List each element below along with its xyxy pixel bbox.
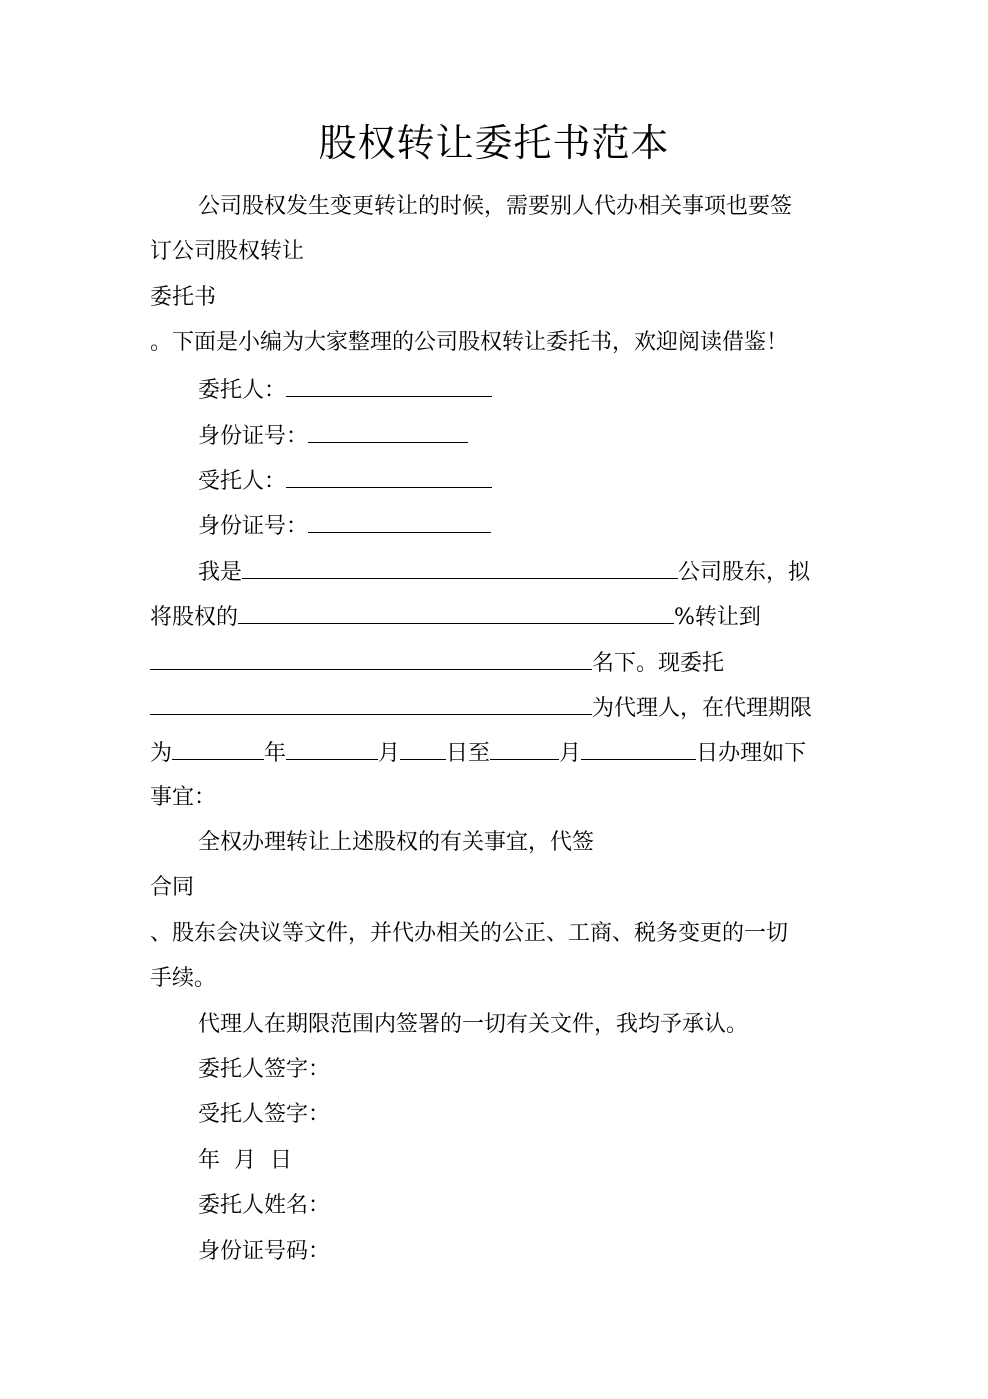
agent-label: 受托人：: [198, 469, 287, 494]
period-for-text: 为: [150, 741, 173, 766]
agent-blank: [286, 465, 492, 488]
period-line: [150, 737, 806, 769]
transfer-suffix-text: %转让到: [674, 605, 761, 630]
agent-field: [198, 465, 492, 497]
agent-signature-label: 受托人签字：: [198, 1102, 331, 1127]
intro-line-1: 公司股权发生变更转让的时候，需要别人代办相关事项也要签: [198, 194, 793, 219]
principal-blank: [286, 374, 492, 397]
signature-date: 年 月 日: [198, 1148, 292, 1173]
document-title: 股权转让委托书范本: [318, 121, 670, 165]
intro-line-3: 委托书: [150, 285, 217, 310]
shareholder-line: [198, 556, 810, 588]
authority-line-5: 代理人在期限范围内签署的一切有关文件，我均予承认。: [198, 1012, 749, 1037]
matters-line: 事宜：: [150, 785, 217, 810]
day-end-blank: [581, 737, 696, 760]
transferee-blank: [150, 647, 592, 670]
authority-line-3: 、股东会决议等文件，并代办相关的公正、工商、税务变更的一切: [150, 921, 789, 946]
principal-field: [198, 374, 492, 406]
day-to-text: 日至: [446, 741, 491, 766]
month-blank: [286, 737, 378, 760]
day-handle-text: 日办理如下: [696, 741, 807, 766]
as-agent-text: 为代理人，在代理期限: [592, 696, 813, 721]
transferee-line: [150, 647, 724, 679]
agent-name-blank: [150, 692, 592, 715]
percent-blank: [238, 601, 674, 624]
month-text: 月: [378, 741, 401, 766]
principal-signature-label: 委托人签字：: [198, 1057, 331, 1082]
agent-id-field: [198, 510, 491, 542]
id-number-label: 身份证号码：: [198, 1239, 331, 1264]
authority-line-2: 合同: [150, 875, 195, 900]
intro-line-4: 。下面是小编为大家整理的公司股权转让委托书，欢迎阅读借鉴！: [150, 330, 789, 355]
transfer-prefix-text: 将股权的: [150, 605, 239, 630]
principal-id-field: [198, 420, 468, 452]
principal-name-label: 委托人姓名：: [198, 1193, 331, 1218]
transfer-line: [150, 601, 761, 633]
month2-text: 月: [559, 741, 582, 766]
agent-id-label: 身份证号：: [198, 514, 309, 539]
year-text: 年: [264, 741, 287, 766]
name-under-text: 名下。现委托: [592, 651, 725, 676]
year-blank: [172, 737, 264, 760]
day-blank: [400, 737, 446, 760]
principal-id-label: 身份证号：: [198, 424, 309, 449]
company-blank: [242, 556, 678, 579]
month-end-blank: [490, 737, 559, 760]
i-am-text: 我是: [198, 560, 243, 585]
agent-appoint-line: [150, 692, 812, 724]
authority-line-1: 全权办理转让上述股权的有关事宜，代签: [198, 830, 595, 855]
company-shareholder-text: 公司股东，拟: [678, 560, 811, 585]
principal-label: 委托人：: [198, 378, 287, 403]
intro-line-2: 订公司股权转让: [150, 239, 305, 264]
principal-id-blank: [308, 420, 468, 443]
agent-id-blank: [308, 510, 491, 533]
authority-line-4: 手续。: [150, 966, 217, 991]
